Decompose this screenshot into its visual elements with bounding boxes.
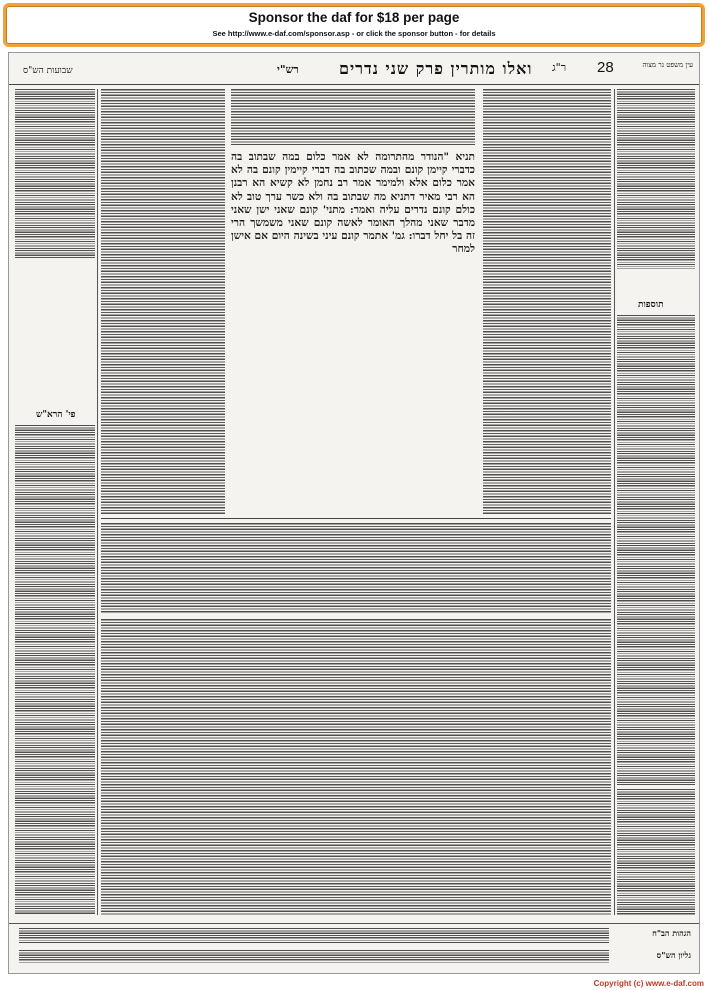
header-right-label: עין משפט נר מצוה xyxy=(642,61,693,69)
header-left-label: שבועות הש"ס xyxy=(23,66,73,76)
bottom-commentary-upper xyxy=(101,523,611,613)
talmud-page xyxy=(8,52,700,974)
header-rashi-label: רש"י xyxy=(277,63,299,76)
right-commentary-column xyxy=(483,89,611,514)
header-title: ואלו מותרין פרק שני נדרים xyxy=(339,59,533,78)
gilyon-label: גליון הש"ס xyxy=(656,950,691,960)
rosh-title: פי' הרא"ש xyxy=(33,409,79,420)
bottom-commentary-lower xyxy=(101,619,611,915)
gemara-text: תניא "הנודר מהתרומה לא אמר כלום במה שבתוב בה כדברי קיימן קונם ובמה שכתוב בה דברי קיימין קונם בה לא אמר כלום אלא ולמימר אמר רב נחמן לא קשיא הא רבנן הא רבי מאיר דתניא מה שבתוב בה ולא כשר ערך טוב לא כולם קונם נדרים עליה ואמר: מתני' קונם שאני ישן שאני מדבר שאני מהלך האומר לאשה קונם שאני משמשך הרי זה בל יחל דברו: גמ' אתמר קונם עיני בשינה היום אם אישן למחר xyxy=(231,151,475,256)
tosafot-column xyxy=(617,315,695,785)
rosh-column xyxy=(15,425,95,915)
top-commentary-block xyxy=(231,89,475,145)
page-header xyxy=(9,59,699,85)
tosafot-title: תוספות xyxy=(635,299,667,310)
left-commentary-column xyxy=(101,89,225,514)
header-folio: ר"ג xyxy=(552,61,567,74)
sponsor-title[interactable]: Sponsor the daf for $18 per page xyxy=(248,10,460,25)
right-bottom-margin xyxy=(617,789,695,915)
sponsor-banner[interactable] xyxy=(3,3,705,47)
gilyon-text xyxy=(19,950,609,964)
sponsor-subtitle[interactable]: See http://www.e-daf.com/sponsor.asp - or click the sponsor button - for details xyxy=(212,29,496,38)
copyright-text: Copyright (c) www.e-daf.com xyxy=(593,979,704,988)
masoret-column xyxy=(15,89,95,259)
divider-right xyxy=(614,89,615,915)
footer-notes xyxy=(9,923,699,973)
ein-mishpat-column xyxy=(617,89,695,269)
divider-left xyxy=(97,89,98,915)
gemara-text-block xyxy=(231,151,475,451)
hagahot-text xyxy=(19,928,609,944)
divider-bottom xyxy=(101,518,611,519)
hagahot-label: הגהות הב"ח xyxy=(652,928,691,938)
header-page-number: 28 xyxy=(597,59,614,76)
